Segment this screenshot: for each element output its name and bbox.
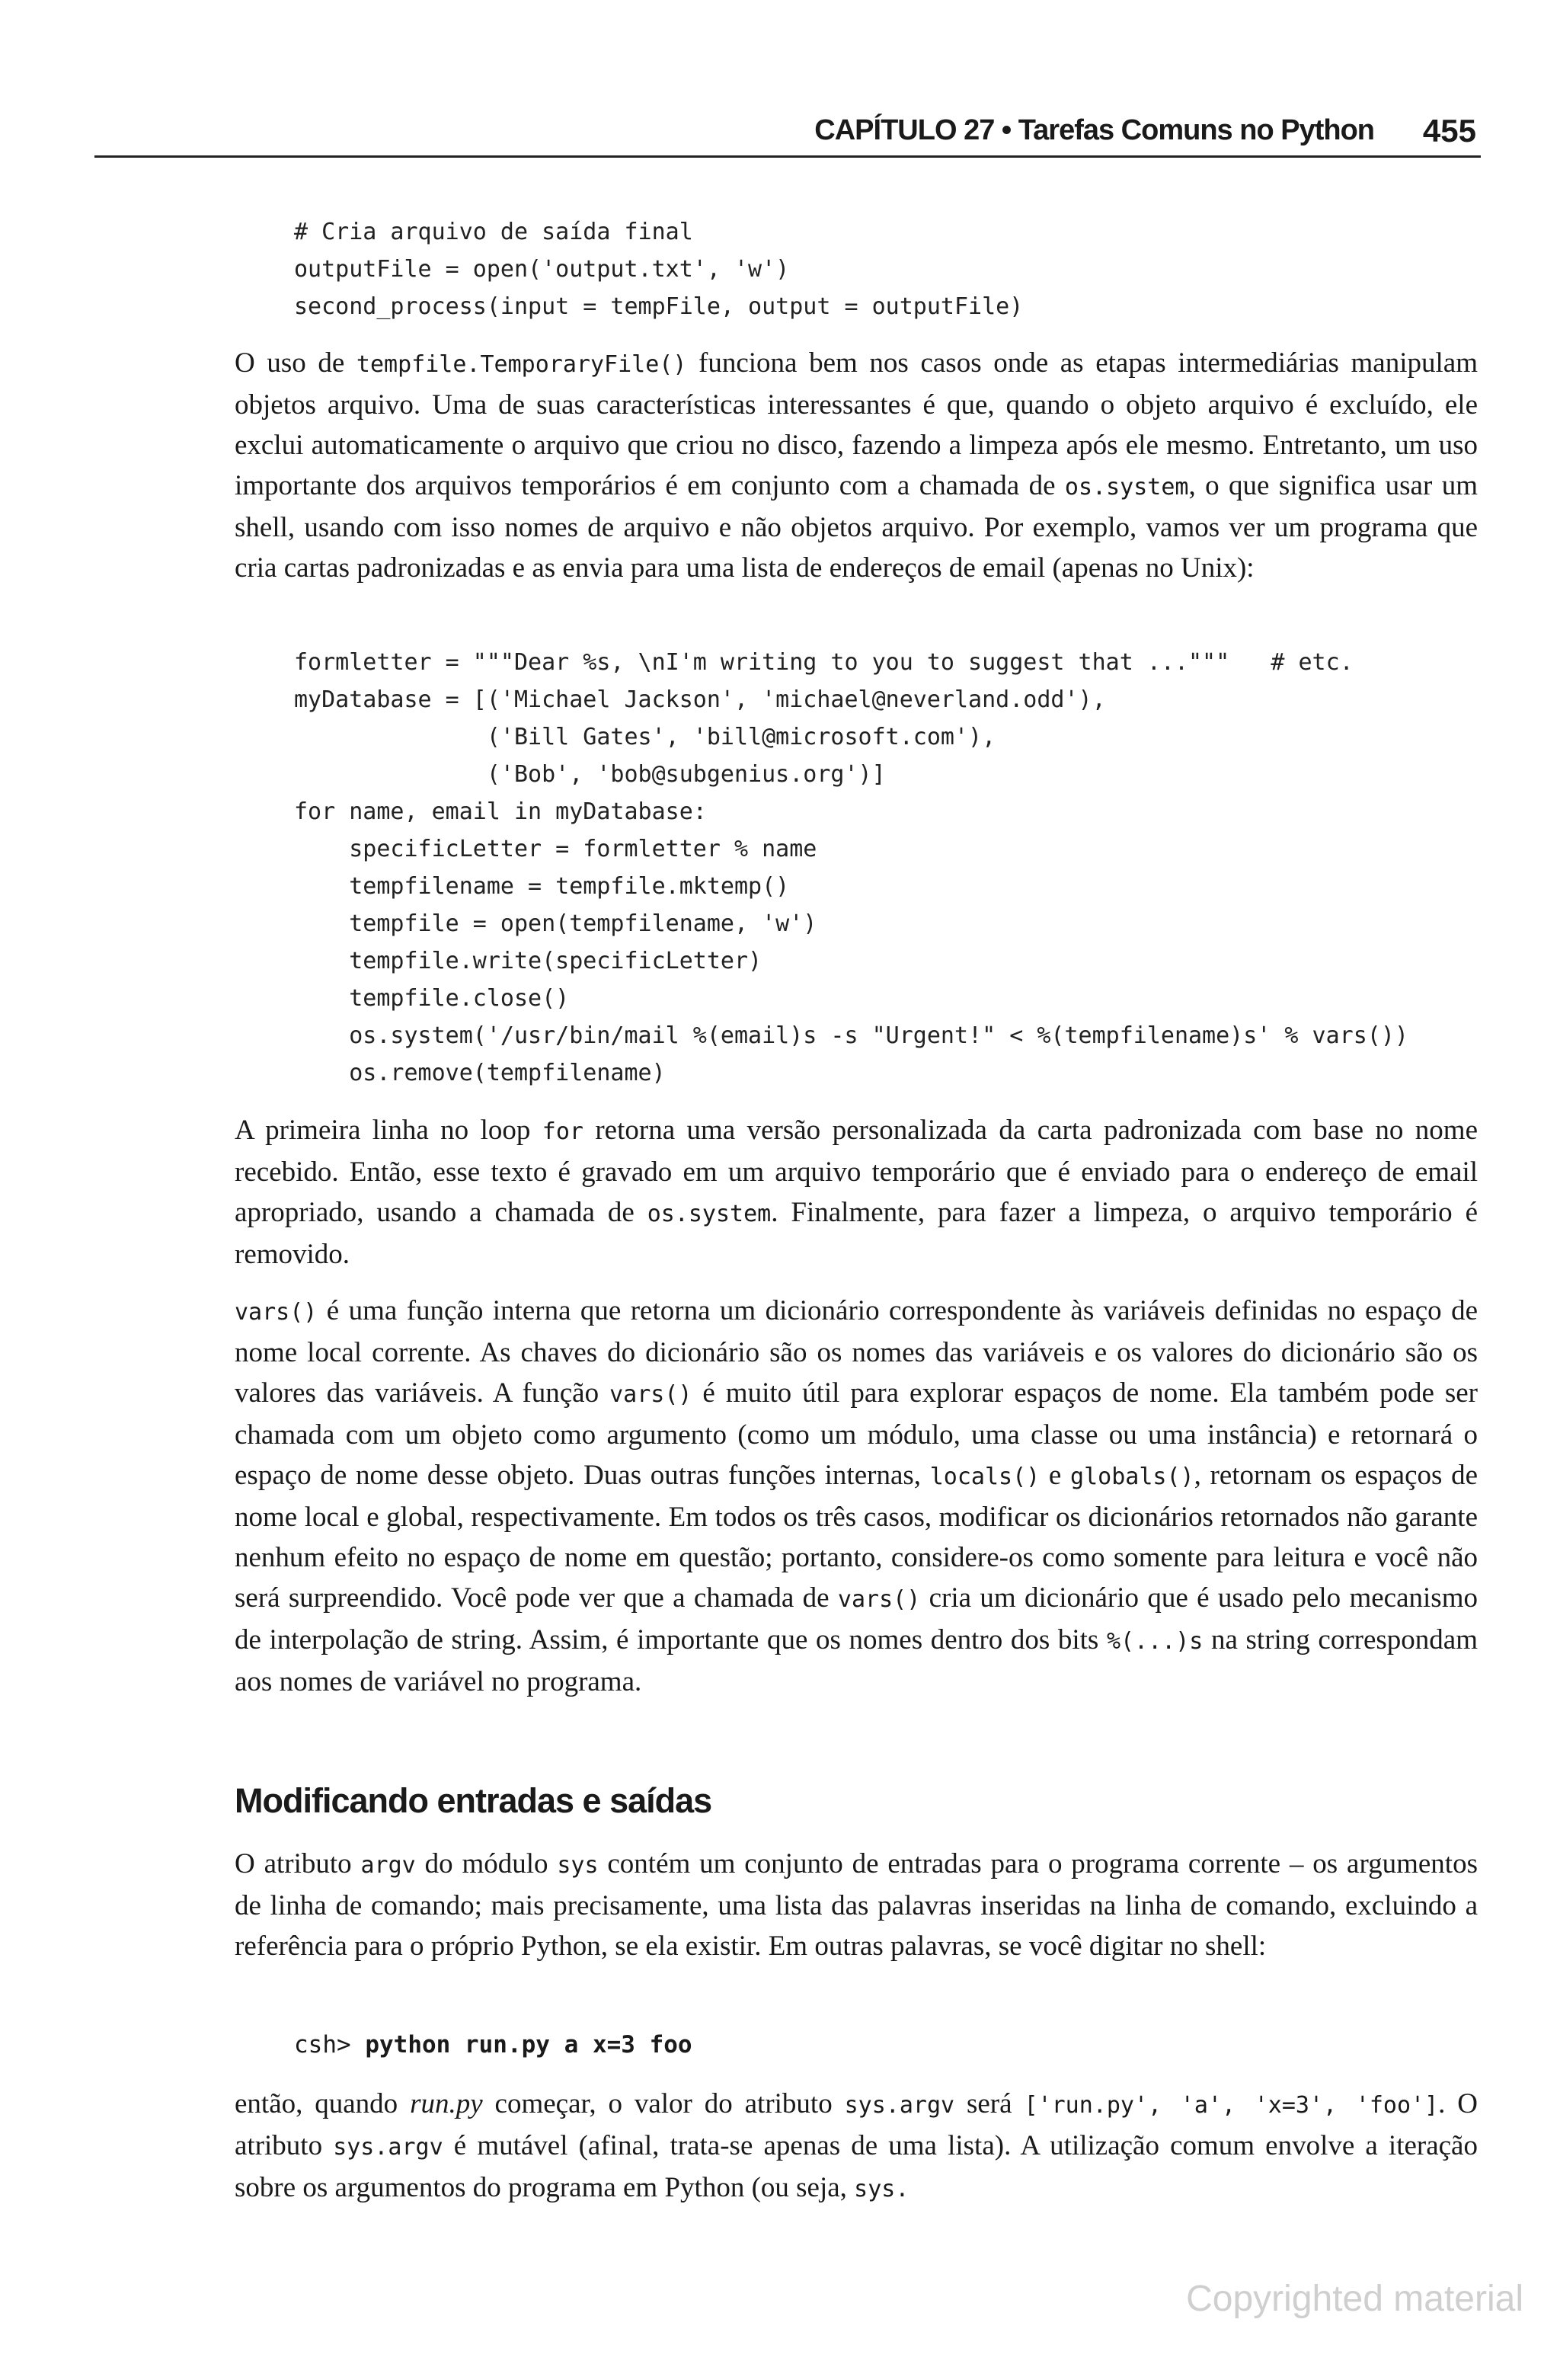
running-header bbox=[94, 113, 1481, 158]
code-inline: os.system bbox=[1064, 474, 1189, 501]
shell-command-text: python run.py a x=3 foo bbox=[365, 2031, 692, 2059]
section-heading: Modificando entradas e saídas bbox=[235, 1781, 712, 1820]
code-inline: %(...)s bbox=[1106, 1628, 1204, 1655]
code-inline: sys. bbox=[854, 2176, 909, 2202]
page-number: 455 bbox=[1422, 113, 1476, 149]
code-inline: vars() bbox=[235, 1299, 318, 1326]
paragraph-vars: vars() é uma função interna que retorna um dicionário correspondente às variáveis definidas no espaço de nome local corrente. As chaves do dicionário são os nomes das variáveis e os valores do dicionário são os valores das variáveis. A função vars() é muito útil para explorar espaços de nome. Ela também pode ser chamada com um objeto como argumento (como um módulo, uma classe ou uma instância) e retornará o espaço de nome desse objeto. Duas outras funções internas, locals() e globals(), retornam os espaços de nome local e global, respectivamente. Em todos os três casos, modificar os dicionários retornados não garante nenhum efeito no espaço de nome em questão; portanto, considere-os como somente para leitura e você não será surpreendido. Você pode ver que a chamada de vars() cria um dicionário que é usado pelo mecanismo de interpolação de string. Assim, é importante que os nomes dentro dos bits %(...)s na string correspondam aos nomes de variável no programa. bbox=[235, 1295, 1478, 1697]
code-inline: sys bbox=[557, 1852, 599, 1879]
code-inline: sys.argv bbox=[844, 2092, 955, 2119]
copyright-watermark: Copyrighted material bbox=[1186, 2279, 1523, 2319]
code-inline: vars() bbox=[837, 1586, 921, 1613]
paragraph-tempfile: O uso de tempfile.TemporaryFile() funciona bem nos casos onde as etapas intermediárias manipulam objetos arquivo. Uma de suas características interessantes é que, quando o objeto arquivo é excluído, ele exclui automaticamente o arquivo que criou no disco, fazendo a limpeza após ele mesmo. Entretanto, um uso importante dos arquivos temporários é em conjunto com a chamada de os.system, o que significa usar um shell, usando com isso nomes de arquivo e não objetos arquivo. Por exemplo, vamos ver um programa que cria cartas padronizadas e as envia para uma lista de endereços de email (apenas no Unix): bbox=[235, 347, 1478, 584]
code-inline: for bbox=[542, 1118, 583, 1145]
shell-command bbox=[294, 2031, 692, 2059]
code-inline: vars() bbox=[609, 1381, 692, 1408]
code-inline: argv bbox=[360, 1852, 416, 1879]
code-inline: os.system bbox=[647, 1201, 772, 1227]
code-block-formletter: formletter = """Dear %s, \nI'm writing to you to suggest that ...""" # etc. myDatabase = [('Michael Jackson', 'michael@neverland.odd'), ('Bill Gates', 'bill@microsoft.com'), ('Bob', 'bob@subgenius.org')] for name, email in myDatabase: specificLetter = formletter % name tempfilename = tempfile.mktemp() tempfile = open(tempfilename, 'w') tempfile.write(specificLetter) tempfile.close() os.system('/usr/bin/mail %(email)s -s "Urgent!" < %(tempfilename)s' % vars()) os.remove(tempfilename) bbox=[294, 649, 1408, 1086]
paragraph-for-loop: A primeira linha no loop for retorna uma versão personalizada da carta padronizada com base no nome recebido. Então, esse texto é gravado em um arquivo temporário que é enviado para o endereço de email apropriado, usando a chamada de os.system. Finalmente, para fazer a limpeza, o arquivo temporário é removido. bbox=[235, 1115, 1478, 1270]
code-inline: tempfile.TemporaryFile() bbox=[356, 351, 687, 378]
shell-prompt: csh> bbox=[294, 2031, 366, 2059]
code-inline: globals() bbox=[1070, 1464, 1194, 1490]
code-inline: locals() bbox=[929, 1464, 1041, 1490]
paragraph-sys-argv: então, quando run.py começar, o valor do atributo sys.argv será ['run.py', 'a', 'x=3', 'foo']. O atributo sys.argv é mutável (afinal, trata-se apenas de uma lista). A utilização comum envolve a iteração sobre os argumentos do programa em Python (ou seja, sys. bbox=[235, 2088, 1478, 2203]
paragraph-argv: O atributo argv do módulo sys contém um conjunto de entradas para o programa corrente – os argumentos de linha de comando; mais precisamente, uma lista das palavras inseridas na linha de comando, excluindo a referência para o próprio Python, se ela existir. Em outras palavras, se você digitar no shell: bbox=[235, 1848, 1478, 1962]
chapter-title: CAPÍTULO 27 • Tarefas Comuns no Python bbox=[814, 114, 1374, 146]
code-inline: sys.argv bbox=[333, 2134, 443, 2161]
code-inline: ['run.py', 'a', 'x=3', 'foo'] bbox=[1024, 2092, 1439, 2119]
code-block-output-file: # Cria arquivo de saída final outputFile = open('output.txt', 'w') second_process(input = tempFile, output = outputFile) bbox=[294, 219, 1024, 320]
